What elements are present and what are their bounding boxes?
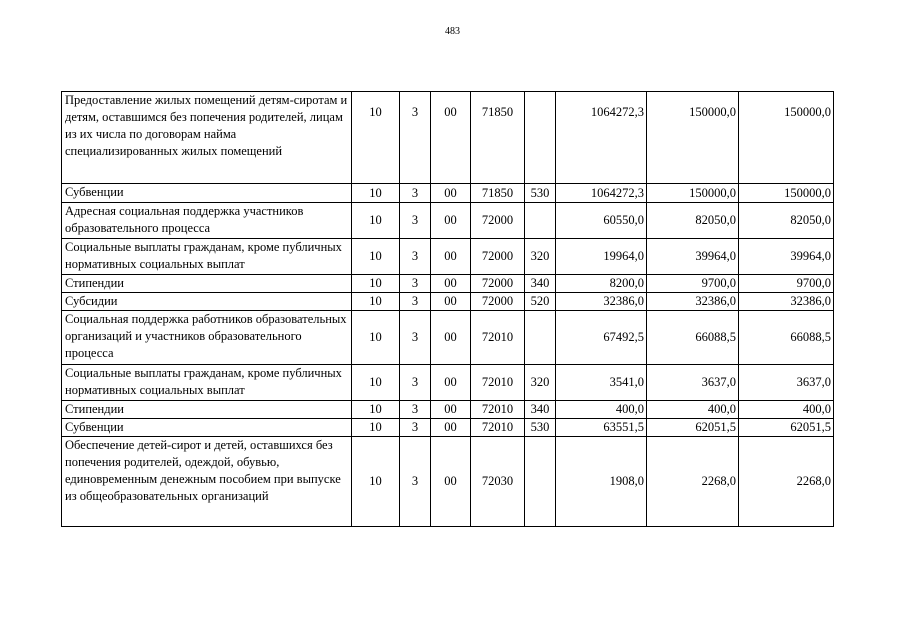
cell-subsection: 3 — [400, 401, 431, 419]
cell-section: 10 — [352, 92, 400, 184]
cell-amount-3: 9700,0 — [739, 275, 834, 293]
cell-amount-3: 400,0 — [739, 401, 834, 419]
cell-program: 00 — [431, 203, 471, 239]
cell-subsection: 3 — [400, 437, 431, 527]
cell-target-article: 72000 — [471, 275, 525, 293]
cell-section: 10 — [352, 239, 400, 275]
budget-table-body — [62, 92, 834, 527]
cell-section: 10 — [352, 419, 400, 437]
cell-name: Стипендии — [62, 275, 352, 293]
table-row — [62, 365, 834, 401]
cell-name: Социальные выплаты гражданам, кроме публичных нормативных социальных выплат — [62, 365, 352, 401]
cell-subsection: 3 — [400, 203, 431, 239]
cell-amount-1: 1064272,3 — [556, 92, 647, 184]
cell-name: Стипендии — [62, 401, 352, 419]
cell-amount-3: 39964,0 — [739, 239, 834, 275]
cell-section: 10 — [352, 401, 400, 419]
cell-program: 00 — [431, 92, 471, 184]
cell-target-article: 72000 — [471, 239, 525, 275]
cell-program: 00 — [431, 239, 471, 275]
cell-subsection: 3 — [400, 419, 431, 437]
cell-program: 00 — [431, 401, 471, 419]
cell-target-article: 72030 — [471, 437, 525, 527]
cell-subsection: 3 — [400, 293, 431, 311]
cell-amount-1: 1908,0 — [556, 437, 647, 527]
cell-name: Субсидии — [62, 293, 352, 311]
cell-amount-1: 400,0 — [556, 401, 647, 419]
cell-target-article: 71850 — [471, 184, 525, 203]
cell-section: 10 — [352, 184, 400, 203]
cell-expense-type — [525, 311, 556, 365]
cell-subsection: 3 — [400, 275, 431, 293]
cell-amount-1: 63551,5 — [556, 419, 647, 437]
cell-amount-2: 62051,5 — [647, 419, 739, 437]
cell-expense-type — [525, 203, 556, 239]
cell-subsection: 3 — [400, 239, 431, 275]
cell-amount-3: 3637,0 — [739, 365, 834, 401]
cell-subsection: 3 — [400, 311, 431, 365]
cell-amount-2: 32386,0 — [647, 293, 739, 311]
cell-target-article: 72010 — [471, 365, 525, 401]
cell-amount-1: 67492,5 — [556, 311, 647, 365]
cell-amount-1: 1064272,3 — [556, 184, 647, 203]
table-row — [62, 203, 834, 239]
cell-amount-3: 150000,0 — [739, 92, 834, 184]
cell-amount-3: 66088,5 — [739, 311, 834, 365]
cell-expense-type — [525, 92, 556, 184]
cell-section: 10 — [352, 203, 400, 239]
cell-amount-1: 3541,0 — [556, 365, 647, 401]
table-row — [62, 401, 834, 419]
cell-section: 10 — [352, 365, 400, 401]
table-row — [62, 275, 834, 293]
cell-expense-type: 320 — [525, 365, 556, 401]
cell-expense-type — [525, 437, 556, 527]
table-row — [62, 184, 834, 203]
cell-program: 00 — [431, 311, 471, 365]
cell-target-article: 72010 — [471, 419, 525, 437]
cell-expense-type: 320 — [525, 239, 556, 275]
cell-name: Обеспечение детей-сирот и детей, оставшихся без попечения родителей, одеждой, обувью, единовременным денежным пособием при выпуске из общеобразовательных организаций — [62, 437, 352, 527]
cell-amount-2: 150000,0 — [647, 184, 739, 203]
cell-name: Субвенции — [62, 419, 352, 437]
cell-program: 00 — [431, 184, 471, 203]
cell-name: Предоставление жилых помещений детям-сиротам и детям, оставшимся без попечения родителей, лицам из их числа по договорам найма специализированных жилых помещений — [62, 92, 352, 184]
cell-program: 00 — [431, 419, 471, 437]
cell-section: 10 — [352, 293, 400, 311]
cell-expense-type: 530 — [525, 419, 556, 437]
table-row — [62, 239, 834, 275]
cell-amount-1: 60550,0 — [556, 203, 647, 239]
cell-amount-3: 2268,0 — [739, 437, 834, 527]
cell-amount-3: 62051,5 — [739, 419, 834, 437]
table-row — [62, 311, 834, 365]
cell-section: 10 — [352, 311, 400, 365]
cell-amount-2: 39964,0 — [647, 239, 739, 275]
cell-program: 00 — [431, 437, 471, 527]
cell-target-article: 72010 — [471, 311, 525, 365]
cell-subsection: 3 — [400, 184, 431, 203]
cell-amount-3: 32386,0 — [739, 293, 834, 311]
cell-amount-2: 150000,0 — [647, 92, 739, 184]
cell-name: Социальная поддержка работников образовательных организаций и участников образовательного процесса — [62, 311, 352, 365]
cell-section: 10 — [352, 275, 400, 293]
cell-amount-2: 9700,0 — [647, 275, 739, 293]
cell-name: Адресная социальная поддержка участников образовательного процесса — [62, 203, 352, 239]
budget-table — [61, 91, 834, 527]
cell-expense-type: 530 — [525, 184, 556, 203]
table-row — [62, 293, 834, 311]
cell-name: Социальные выплаты гражданам, кроме публичных нормативных социальных выплат — [62, 239, 352, 275]
cell-amount-1: 19964,0 — [556, 239, 647, 275]
cell-target-article: 72000 — [471, 203, 525, 239]
cell-program: 00 — [431, 293, 471, 311]
cell-target-article: 71850 — [471, 92, 525, 184]
cell-section: 10 — [352, 437, 400, 527]
cell-amount-2: 400,0 — [647, 401, 739, 419]
cell-amount-2: 2268,0 — [647, 437, 739, 527]
cell-expense-type: 340 — [525, 401, 556, 419]
cell-amount-3: 82050,0 — [739, 203, 834, 239]
cell-expense-type: 340 — [525, 275, 556, 293]
cell-amount-1: 8200,0 — [556, 275, 647, 293]
cell-amount-3: 150000,0 — [739, 184, 834, 203]
table-row — [62, 419, 834, 437]
cell-expense-type: 520 — [525, 293, 556, 311]
cell-amount-1: 32386,0 — [556, 293, 647, 311]
table-row — [62, 437, 834, 527]
cell-target-article: 72010 — [471, 401, 525, 419]
cell-amount-2: 66088,5 — [647, 311, 739, 365]
cell-amount-2: 82050,0 — [647, 203, 739, 239]
cell-subsection: 3 — [400, 92, 431, 184]
cell-subsection: 3 — [400, 365, 431, 401]
page-number: 483 — [445, 26, 460, 37]
cell-target-article: 72000 — [471, 293, 525, 311]
cell-program: 00 — [431, 365, 471, 401]
table-row — [62, 92, 834, 184]
cell-name: Субвенции — [62, 184, 352, 203]
cell-amount-2: 3637,0 — [647, 365, 739, 401]
cell-program: 00 — [431, 275, 471, 293]
